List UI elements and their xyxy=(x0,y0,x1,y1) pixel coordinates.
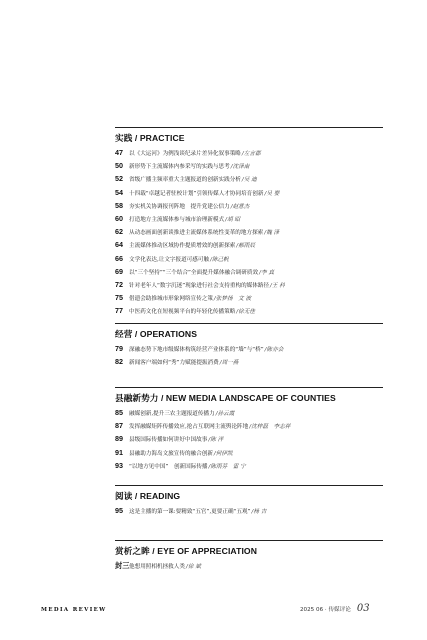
toc-entry[interactable] xyxy=(115,253,383,266)
toc-entry[interactable] xyxy=(115,187,383,200)
author: /魏 泽 xyxy=(264,230,280,237)
magazine-name: MEDIA REVIEW xyxy=(41,607,107,613)
article-title: 深融态势下地市级媒体构筑经营产业体系的“墙”与“桥” xyxy=(129,347,264,353)
toc-entry[interactable] xyxy=(115,173,383,186)
section-header: 阅读 / READING xyxy=(115,485,383,502)
toc-entry[interactable] xyxy=(115,447,383,460)
toc-entry[interactable] xyxy=(115,266,383,279)
toc-entry[interactable] xyxy=(115,560,383,573)
entry-list xyxy=(115,560,383,573)
section-header: 经营 / OPERATIONS xyxy=(115,323,383,340)
author: /杨 吉 xyxy=(251,509,267,515)
entry-list xyxy=(115,343,383,369)
section-header: 赏析之眸 / EYE OF APPRECIATION xyxy=(115,540,383,557)
author: /左言郡 xyxy=(241,151,261,157)
page-number: 89 xyxy=(115,434,123,444)
toc-entry[interactable] xyxy=(115,505,383,518)
page-number: 79 xyxy=(115,344,123,353)
author: /张梦扬 文 波 xyxy=(213,296,252,303)
author: /周一燕 xyxy=(219,360,239,367)
page-number: 54 xyxy=(115,187,123,197)
entry-list xyxy=(115,407,383,473)
article-title: 中医药文化在短视频平台的年轻化传播策略 xyxy=(129,309,236,316)
article-title: 从动态画面创新谈推进主流媒体系统性变革的地方探索 xyxy=(129,230,264,237)
author: /何伊凯 xyxy=(213,450,233,457)
article-title: 打造地方主流媒体参与城市治理新模式 xyxy=(129,217,225,224)
page-number: 85 xyxy=(115,408,123,417)
author: /赵意杰 xyxy=(230,203,250,210)
article-title: “以地方见中国” 创新国际传播 xyxy=(129,463,208,470)
article-title: 以《大运河》为例浅谈纪录片差异化叙事策略 xyxy=(129,151,241,157)
author: /徐 斌 xyxy=(185,564,201,570)
toc-entry[interactable] xyxy=(115,147,383,160)
page-number: 52 xyxy=(115,174,123,184)
author: /陈 洋 xyxy=(208,437,224,444)
toc-entry[interactable] xyxy=(115,213,383,226)
page-number: 58 xyxy=(115,200,123,210)
article-title: 借遗会助推城市形象网络宣传之策 xyxy=(129,296,213,303)
page-number: 封三 xyxy=(115,561,130,570)
toc-entry[interactable] xyxy=(115,407,383,420)
author: /胡 昭 xyxy=(225,217,240,224)
toc-entry[interactable] xyxy=(115,356,383,369)
article-title: 发挥融媒矩阵传播效应,抢占互联网主流舆论阵地 xyxy=(129,424,249,431)
page-number: 93 xyxy=(115,460,123,470)
toc-entry[interactable] xyxy=(115,292,383,305)
article-title: 县融助力海岛文旅宣传的融合创新 xyxy=(129,450,213,457)
toc-entry[interactable] xyxy=(115,305,383,318)
page-number: 64 xyxy=(115,240,123,250)
page-number: 87 xyxy=(115,421,123,431)
page-number: 82 xyxy=(115,357,123,367)
page-number: 72 xyxy=(115,280,123,290)
toc-entry[interactable] xyxy=(115,239,383,252)
section-appreciation xyxy=(115,540,383,573)
page-number: 60 xyxy=(115,214,123,224)
page-number: 66 xyxy=(115,253,123,263)
page-number: 62 xyxy=(115,227,123,237)
author: /沈梓磊 李志祥 xyxy=(249,424,291,431)
page-number: 91 xyxy=(115,447,123,457)
author: /陈雨芬 雷 宁 xyxy=(208,463,246,470)
section-header: 实践 / PRACTICE xyxy=(115,127,383,144)
toc-entry[interactable] xyxy=(115,420,383,433)
author: /王 科 xyxy=(270,283,285,290)
article-title: 新闻客户端如何“秀”力赋能提振消费 xyxy=(129,360,219,367)
article-title: 新形势下主流媒体内参采写的实践与思考 xyxy=(129,164,230,171)
article-title: 他想用照相机拯救人类 xyxy=(129,564,185,570)
author: /吴 婴 xyxy=(264,190,280,197)
page-number: 47 xyxy=(115,148,123,157)
author: /李 真 xyxy=(259,269,274,276)
entry-list xyxy=(115,505,383,518)
section-header: 县融新势力 / NEW MEDIA LANDSCAPE OF COUNTIES xyxy=(115,387,383,404)
article-title: 针对老年人“数字沉迷”现象进行社会支持重构的媒体路径 xyxy=(129,283,270,290)
author: /郝雨辰 xyxy=(236,243,255,250)
page-number: 50 xyxy=(115,161,123,171)
article-title: 十四载“卓越记者驻校计划”引领传媒人才协同培育创新 xyxy=(129,190,264,197)
author: /徐无佳 xyxy=(236,309,255,316)
issue-label: 2025 06 · 传媒评论 xyxy=(300,607,351,613)
page-footer xyxy=(300,603,370,614)
author: /沈泽南 xyxy=(230,164,250,171)
section-practice xyxy=(115,127,383,319)
section-reading xyxy=(115,485,383,518)
page-number-footer: 03 xyxy=(356,603,370,614)
author: /陈亦会 xyxy=(264,347,284,353)
article-title: 这是主播的第一课:要精致“五官”,更要正确“五观” xyxy=(129,509,251,515)
section-operations xyxy=(115,323,383,369)
article-title: 文学化表达,让文字报道可感可触 xyxy=(129,256,210,263)
article-title: 省级广播主频率重大主题报道的创新实践分析 xyxy=(129,177,241,184)
toc-entry[interactable] xyxy=(115,343,383,356)
toc-entry[interactable] xyxy=(115,200,383,213)
section-counties xyxy=(115,387,383,473)
toc-entry[interactable] xyxy=(115,226,383,239)
article-title: 夯实机关协调报刊阵地 提升党建公信力 xyxy=(129,203,230,210)
author: /陈己帆 xyxy=(210,256,229,263)
toc-entry[interactable] xyxy=(115,433,383,446)
article-title: 融媒创新,提升三农主题报道传播力 xyxy=(129,411,215,417)
article-title: 县级国际传播如何讲好中国故事 xyxy=(129,437,208,444)
page-number: 77 xyxy=(115,306,123,316)
toc-entry[interactable] xyxy=(115,160,383,173)
entry-list xyxy=(115,147,383,319)
page-number: 95 xyxy=(115,506,123,515)
toc-entry[interactable] xyxy=(115,279,383,292)
author: /孙云霞 xyxy=(215,411,235,417)
article-title: 以“三个坚持”“三个结合”全面提升媒体融合调研质效 xyxy=(129,269,259,276)
page-number: 69 xyxy=(115,266,123,276)
page-number: 75 xyxy=(115,293,123,303)
article-title: 主流媒体推动区域协作提质增效的创新探索 xyxy=(129,243,236,250)
author: /吴 迪 xyxy=(241,177,257,184)
toc-entry[interactable] xyxy=(115,460,383,473)
